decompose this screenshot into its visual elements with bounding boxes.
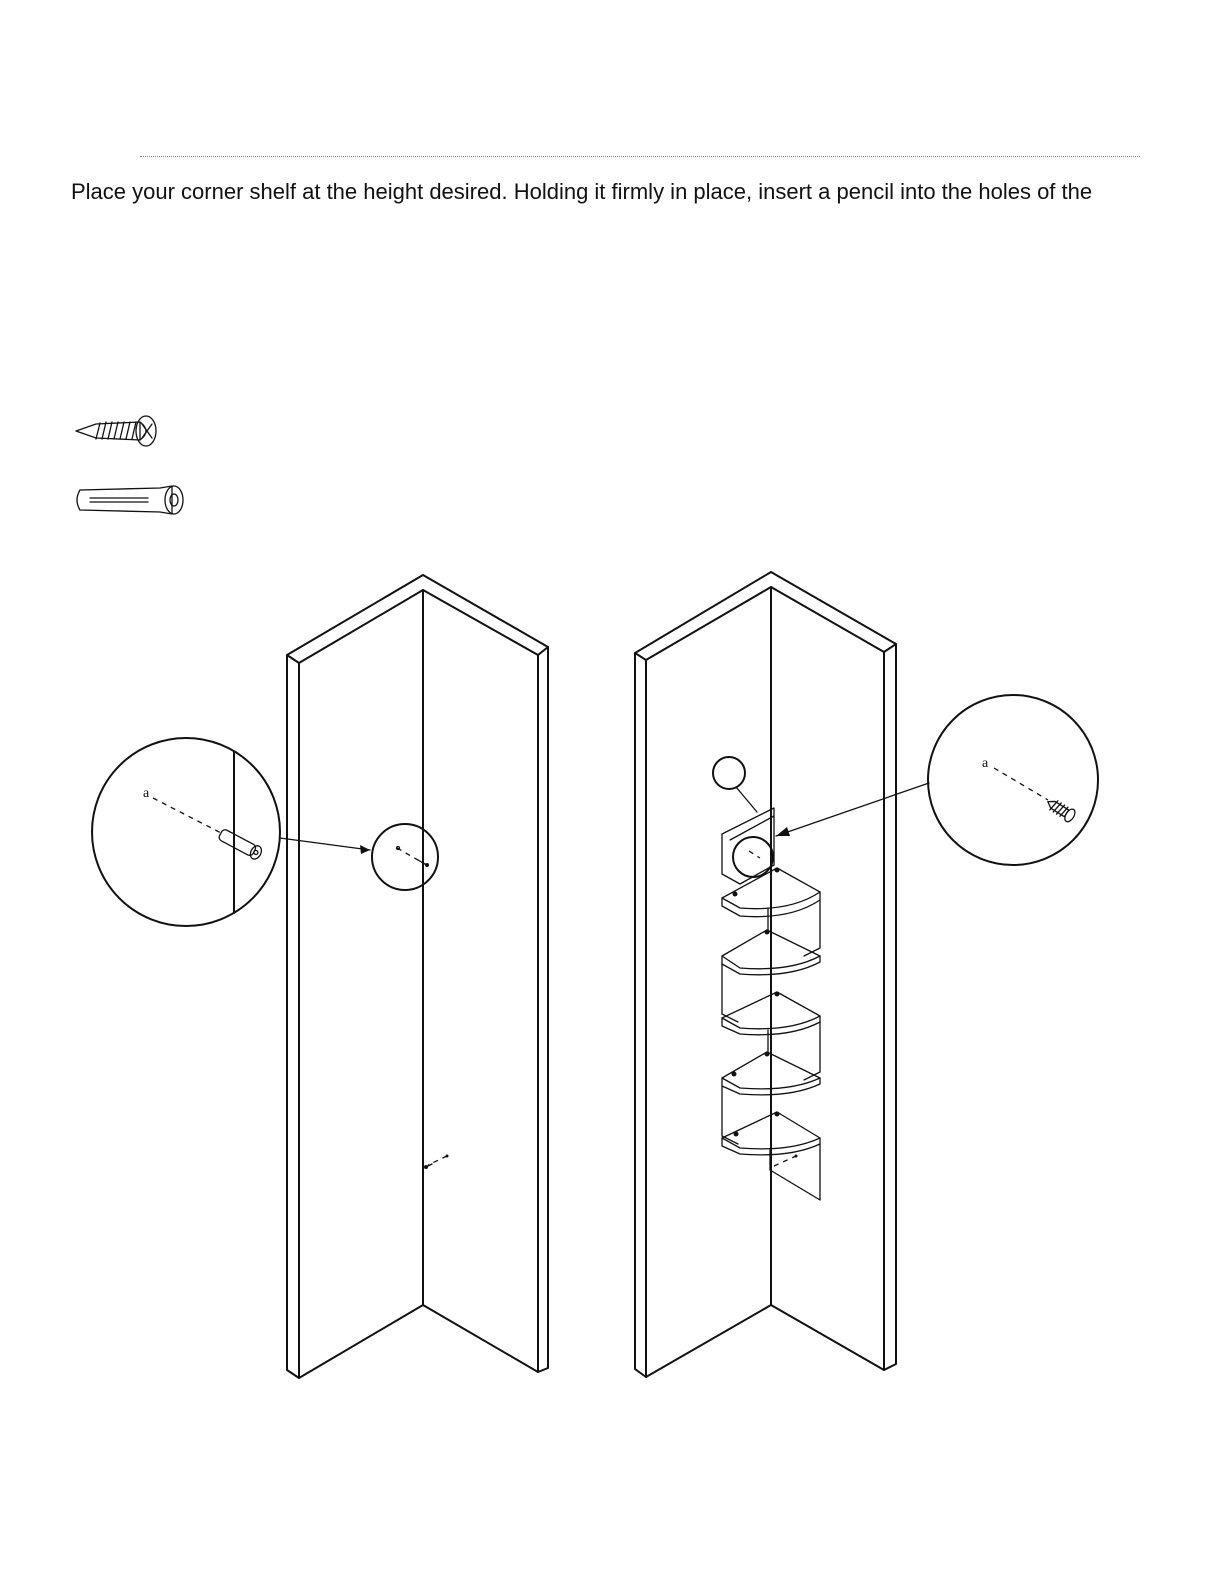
- assembly-illustrations: [0, 560, 1224, 1420]
- hardware-parts: [60, 400, 260, 540]
- header-divider: [140, 156, 1140, 157]
- screw-icon: [76, 416, 156, 446]
- wall-anchor-icon: [77, 486, 183, 514]
- wall-corner-shelf-illustration: [635, 572, 1098, 1377]
- svg-text:a: a: [982, 756, 989, 771]
- wall-corner-anchor-illustration: [92, 575, 548, 1378]
- instruction-text: Place your corner shelf at the height desired. Holding it firmly in place, insert a pencil into the holes of the: [71, 179, 1093, 204]
- svg-text:a: a: [143, 786, 150, 801]
